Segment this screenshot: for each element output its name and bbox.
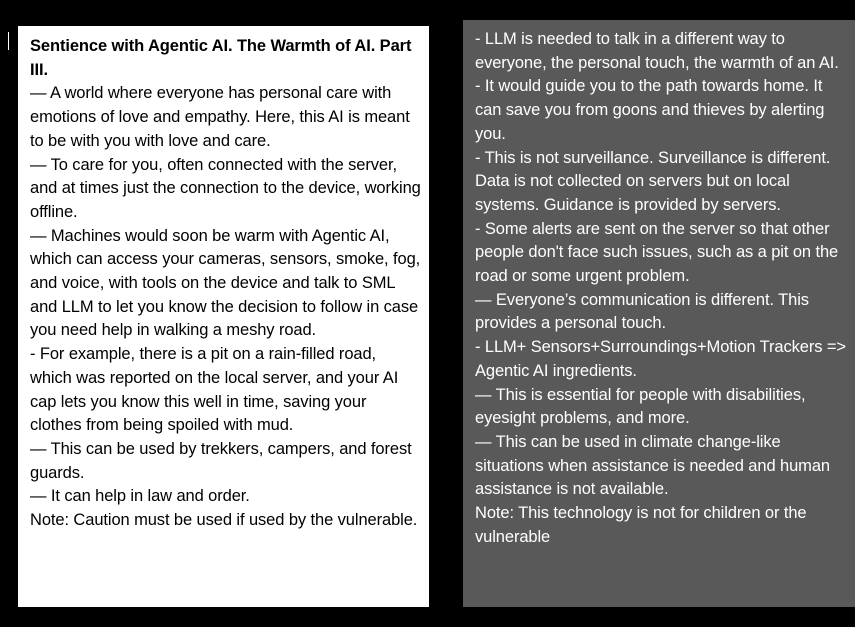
right-paragraph-4: - Some alerts are sent on the server so that other people don't face such issues, such as a pit on the road or some urgent problem. [475,219,839,286]
left-paragraph-4: - For example, there is a pit on a rain-filled road, which was reported on the local server, and your AI cap lets you know this well in time, saving your clothes from being spoiled with mud. [30,345,399,435]
left-paragraph-1: — A world where everyone has personal care with emotions of love and empathy. Here, this AI is meant to be with you with love and care. [30,84,410,150]
article-title: Sentience with Agentic AI. The Warmth of AI. Part III. [30,37,412,79]
right-note: Note: This technology is not for children or the vulnerable [475,504,807,546]
left-paragraph-6: — It can help in law and order. [30,487,250,506]
right-paragraph-6: - LLM+ Sensors+Surroundings+Motion Trackers => Agentic AI ingredients. [475,338,846,380]
right-paragraph-5: — Everyone’s communication is different. This provides a personal touch. [475,290,809,333]
left-paragraph-2: — To care for you, often connected with the server, and at times just the connection to the device, working offline. [30,155,421,221]
right-paragraph-3: - This is not surveillance. Surveillance is different. Data is not collected on servers but on local systems. Guidance is provided by servers. [475,148,831,214]
left-note: Note: Caution must be used if used by the vulnerable. [30,511,418,530]
left-paragraph-3: — Machines would soon be warm with Agentic AI, which can access your cameras, sensors, smoke, fog, and voice, with tools on the device and talk to SML and LLM to let you know the decision to follow in case you need help in walking a meshy road. [30,226,421,340]
right-paragraph-2: - It would guide you to the path towards home. It can save you from goons and thieves by alerting you. [475,77,825,143]
right-paragraph-1: - LLM is needed to talk in a different way to everyone, the personal touch, the warmth of an AI. [475,30,839,72]
left-text-panel [18,26,429,607]
right-text-panel [463,20,855,607]
left-paragraph-5: — This can be used by trekkers, campers, and forest guards. [30,439,412,482]
text-cursor [8,32,9,50]
right-paragraph-8: — This can be used in climate change-like situations when assistance is needed and human assistance is not available. [475,432,830,499]
right-paragraph-7: — This is essential for people with disabilities, eyesight problems, and more. [475,385,806,428]
